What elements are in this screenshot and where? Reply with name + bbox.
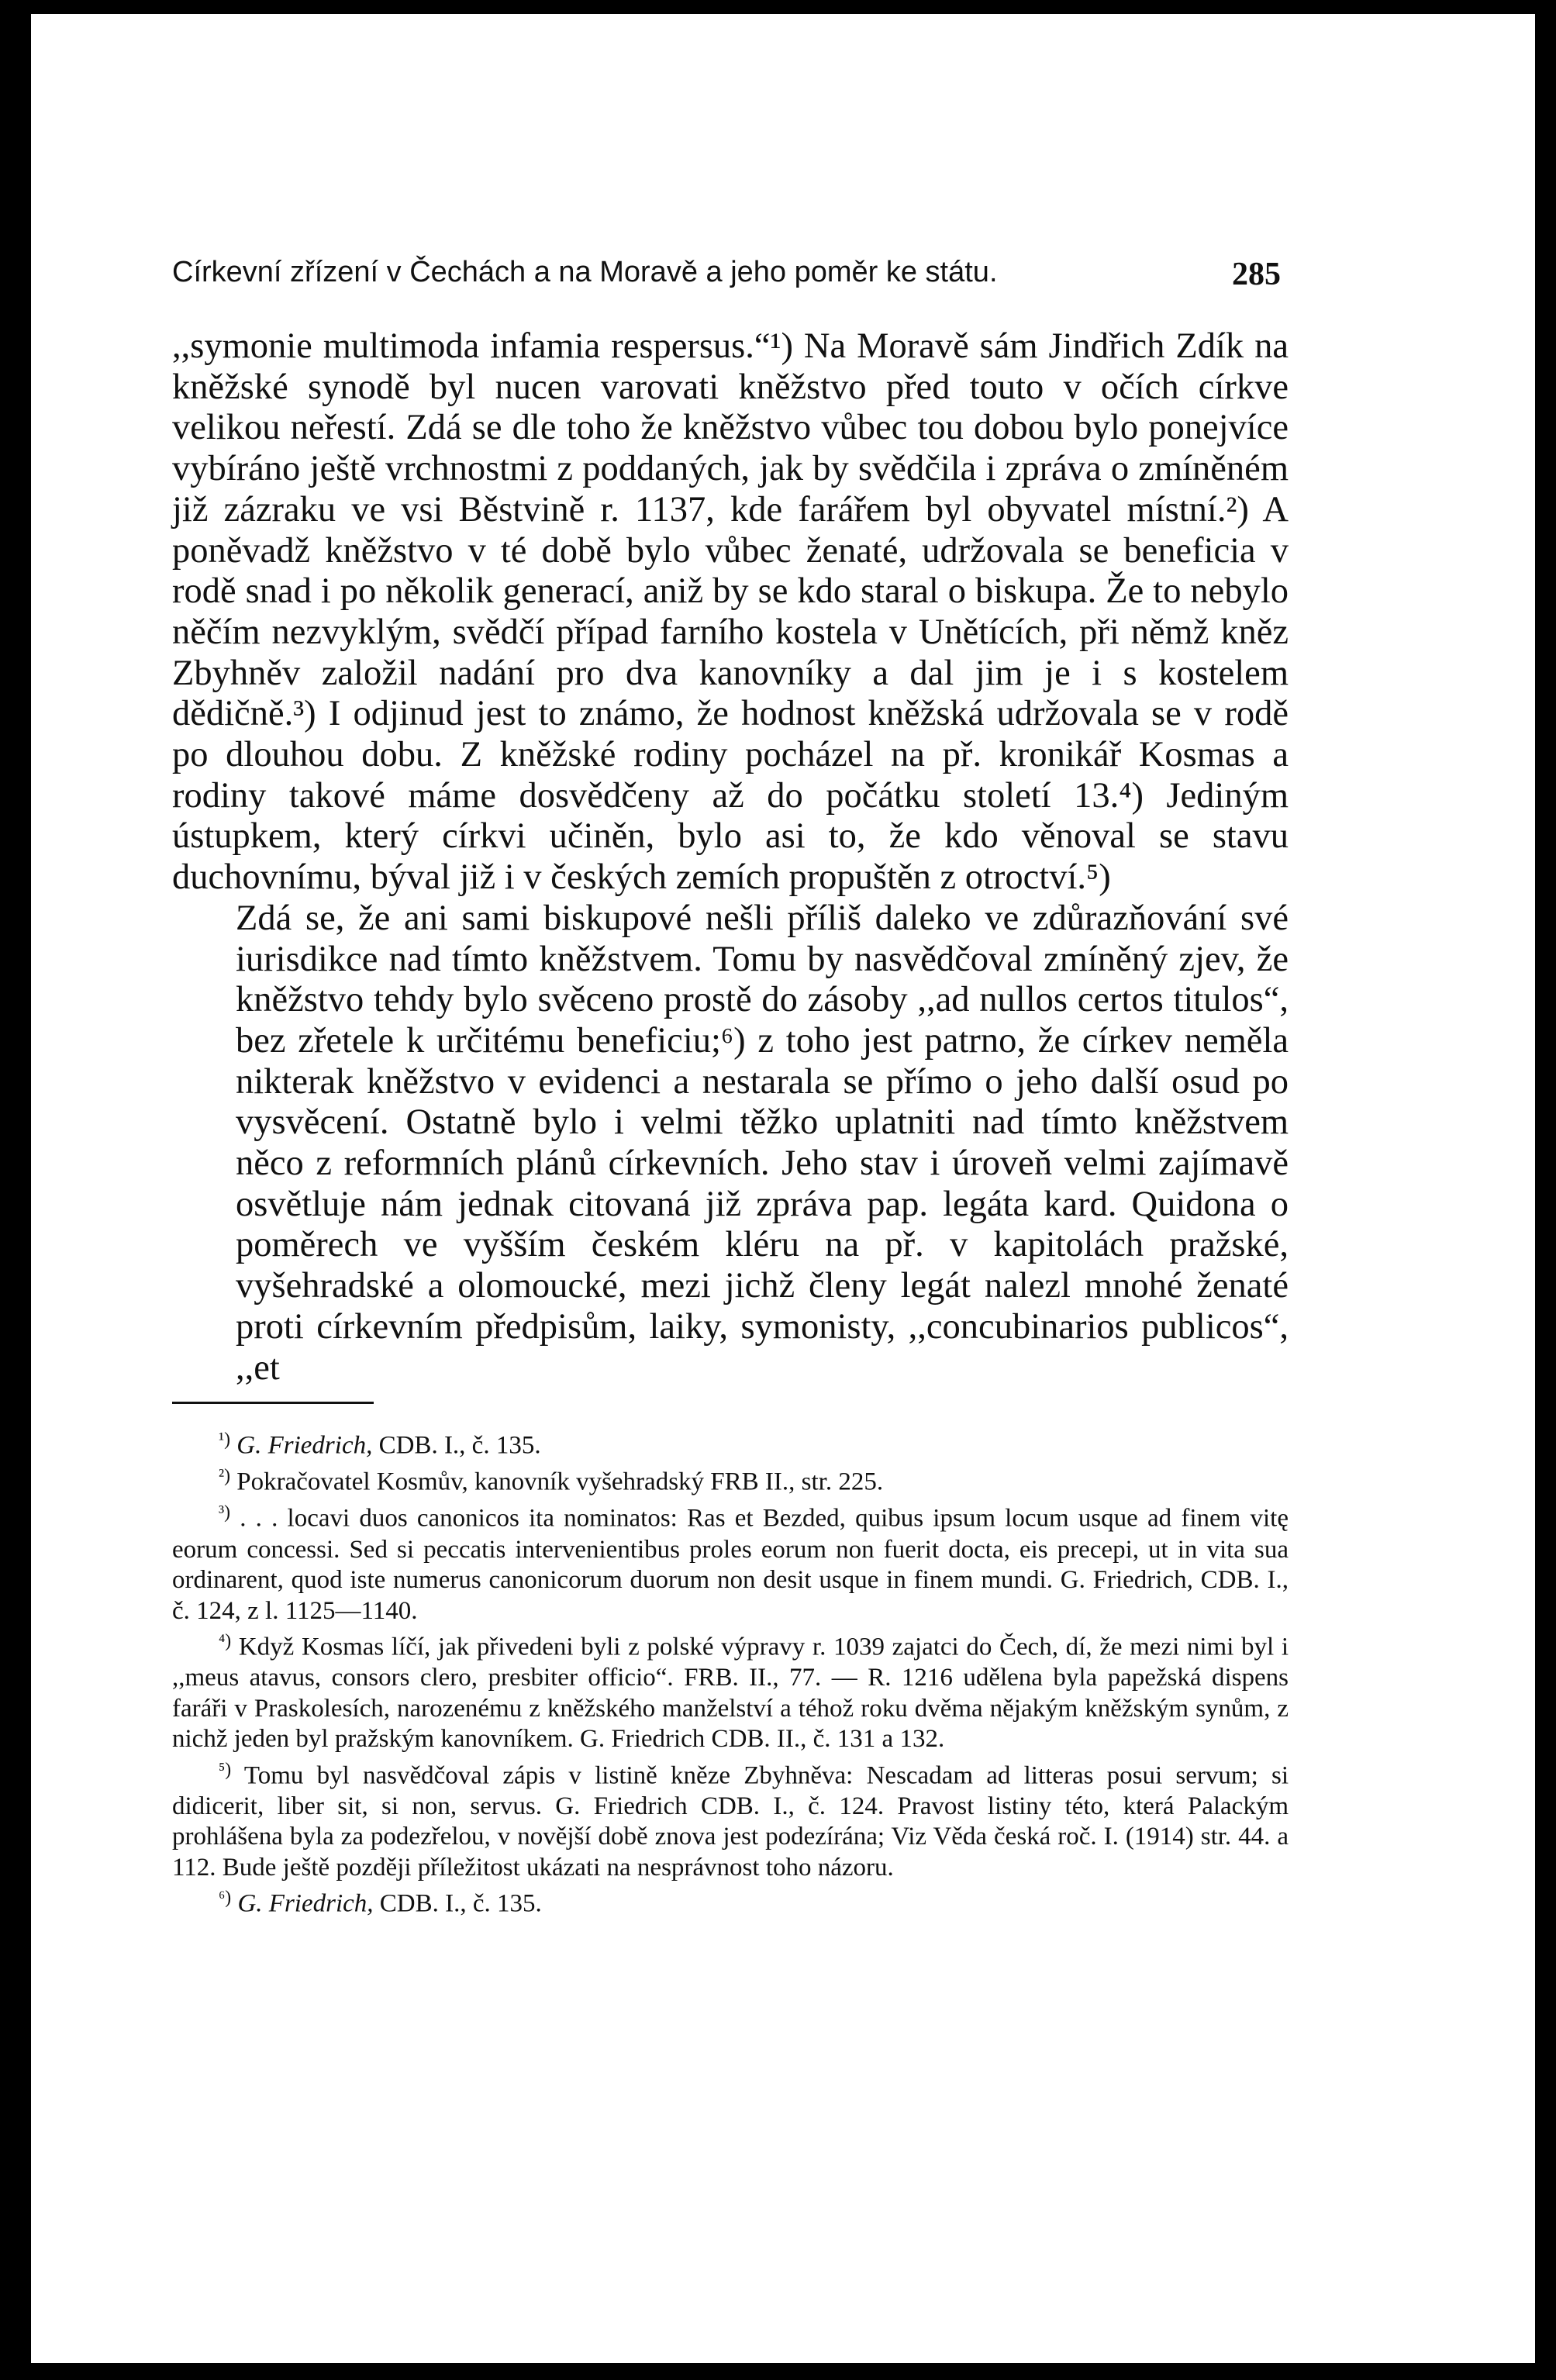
footnote-2: $^{^2)}$ Pokračovatel Kosmův, kanovník vyšehradský FRB II., str. 225. [219, 1466, 884, 1496]
paragraph-1: ,,symonie multimoda infamia respersus.“¹) Na Moravě sám Jindřich Zdík na kněžské synodě byl nucen varovati kněžstvo před touto v očích církve velikou neřestí. Zdá se dle toho že kněžstvo vůbec tou dobou bylo ponejvíce vybíráno ještě vrchnostmi z poddaných, jak by svědčila i zpráva o zmíněném již zázraku ve vsi Běstvině r. 1137, kde farářem byl obyvatel místní.²) A poněvadž kněžstvo v té době bylo vůbec ženaté, udržovala se beneficia v rodě snad i po několik generací, aniž by se kdo staral o biskupa. Že to nebylo něčím nezvyklým, svědčí případ farního kostela v Unětících, při němž kněz Zbyhněv založil nadání pro dva kanovníky a dal jim je i s kostelem dědičně.³) I odjinud jest to známo, že hodnost kněžská udržovala se v rodě po dlouhou dobu. Z kněžské rodiny pocházel na př. kronikář Kosmas a rodiny takové máme dosvědčeny až do počátku století 13.⁴) Jediným ústupkem, který církvi učiněn, bylo asi to, že kdo věnoval se stavu duchovnímu, býval již i v českých zemích propuštěn z otroctví.⁵) [172, 326, 1289, 898]
running-title: Církevní zřízení v Čechách a na Moravě a jeho poměr ke státu. [172, 256, 998, 288]
footnote-5: $^{^5)}$ Tomu byl nasvědčoval zápis v listině kněze Zbyhněva: Nescadam ad litteras posui servum; si didicerit, liber sit, si non, servus. G. Friedrich CDB. I., č. 124. Pravost listiny této, která Palackým prohlášena byla za podezřelou, v novější době znova jest podezírána; Viz Věda česká roč. I. (1914) str. 44. a 112. Bude ještě později příležitost ukázati na nesprávnost toho názoru. [172, 1759, 1289, 1882]
footnote-separator [172, 1402, 374, 1404]
page-number: 285 [1232, 257, 1281, 292]
footnote-4: $^{^4)}$ Když Kosmas líčí, jak přivedeni byli z polské výpravy r. 1039 zajatci do Čech, dí, že mezi nimi byl i ,,meus atavus, consors clero, presbiter officio“. FRB. II., 77. — R. 1216 udělena byla papežská dispens faráři v Praskolesích, narozenému z kněžského manželství a téhož roku dvěma nějakým kněžským synům, z nichž jeden byl pražským kanovníkem. G. Friedrich CDB. II., č. 131 a 132. [172, 1631, 1289, 1754]
main-text [172, 326, 1289, 1388]
footnote-1: $^{^1)}$ G. Friedrich, CDB. I., č. 135. [219, 1430, 541, 1460]
footnote-6: $^{^6)}$ G. Friedrich, CDB. I., č. 135. [219, 1888, 542, 1919]
running-header [172, 256, 1281, 292]
scan-border [0, 0, 31, 2380]
paragraph-2: Zdá se, že ani sami biskupové nešli příliš daleko ve zdůrazňování své iurisdikce nad tímto kněžstvem. Tomu by nasvědčoval zmíněný zjev, že kněžstvo tehdy bylo svěceno prostě do zásoby ,,ad nullos certos titulos“, bez zřetele k určitému beneficiu;⁶) z toho jest patrno, že církev neměla nikterak kněžstvo v evidenci a nestarala se přímo o jeho další osud po vysvěcení. Ostatně bylo i velmi těžko uplatniti nad tímto kněžstvem něco z reformních plánů církevních. Jeho stav i úroveň velmi zajímavě osvětluje nám jednak citovaná již zpráva pap. legáta kard. Quidona o poměrech ve vyšším českém kléru na př. v kapitolách pražské, vyšehradské a olomoucké, mezi jichž členy legát nalezl mnohé ženaté proti církevním předpisům, laiky, symonisty, ,,concubinarios publicos“, ,,et [236, 898, 1289, 1388]
footnote-3: $^{^3)}$ . . . locavi duos canonicos ita nominatos: Ras et Bezded, quibus ipsum locum usque ad finem vitę eorum concessi. Sed si peccatis intervenientibus proles eorum non fuerit docta, eis precepi, ut in vita sua ordinarent, quod iste numerus canonicorum duorum non desit usque in finem mundi. G. Friedrich, CDB. I., č. 124, z l. 1125—1140. [172, 1502, 1289, 1625]
footnotes [172, 1425, 1289, 1920]
book-page [31, 14, 1535, 2363]
